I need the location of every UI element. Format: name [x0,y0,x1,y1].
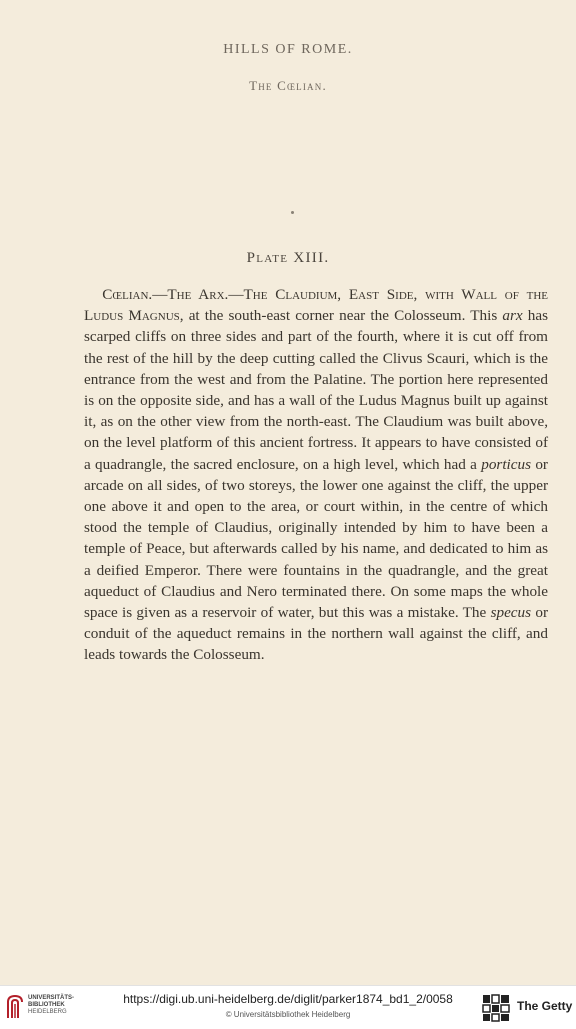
getty-label[interactable]: The Getty [517,999,573,1013]
italic-specus: specus [490,604,532,622]
paragraph-lead: Cœlian.—The Arx.—The Claudium, East Side, with Wall of the Ludus Magnus, [84,286,548,325]
getty-logo-icon[interactable] [482,994,510,1022]
paragraph-text-1: at the south-east corner near the Colosseum. This [183,307,503,325]
running-head: HILLS OF ROME. [223,42,353,57]
paragraph-text-2: has scarped cliffs on three sides and part of the fourth, where it is cut off from the rest of the hill by the deep cutting called the Clivus Scauri, which is the entrance from the west and from the Palatine. The portion here represented is on the opposite side, and has a wall of the Ludus Magnus built up against it, as on the other view from the north-east. The Claudium was built above, on the level platform of this ancient fortress. It appears to have consisted of a quadrangle, the sacred enclosure, on a high level, which had a [84,307,549,473]
copyright-notice: © Universitätsbibliothek Heidelberg [225,1010,351,1019]
body-paragraph [84,284,548,666]
library-name: UNIVERSITÄTS- BIBLIOTHEK HEIDELBERG [28,995,75,1015]
section-head: The Cœlian. [249,78,327,93]
permalink-url[interactable]: https://digi.ub.uni-heidelberg.de/diglit/parker1874_bd1_2/0058 [123,992,453,1006]
viewer-footer [0,985,576,1029]
italic-arx: arx [502,307,523,325]
ink-speck [291,211,294,214]
plate-heading: Plate XIII. [246,250,330,266]
paragraph-text-3: or arcade on all sides, of two storeys, the lower one against the cliff, the upper one above it and open to the area, or court within, in the centre of which stood the temple of Claudius, originally intended by him to have been a temple of Peace, but afterwards called by his name, and dedicated to him as a deified Emperor. There were fountains in the quadrangle, and the great aqueduct of Claudius and Nero terminated there. On some maps the whole space is given as a reservoir of water, but this was a mistake. The [84,455,548,622]
italic-porticus: porticus [481,455,532,473]
paragraph-text-4: or conduit of the aqueduct remains in the northern wall against the cliff, and leads towards the Colosseum. [84,604,548,664]
